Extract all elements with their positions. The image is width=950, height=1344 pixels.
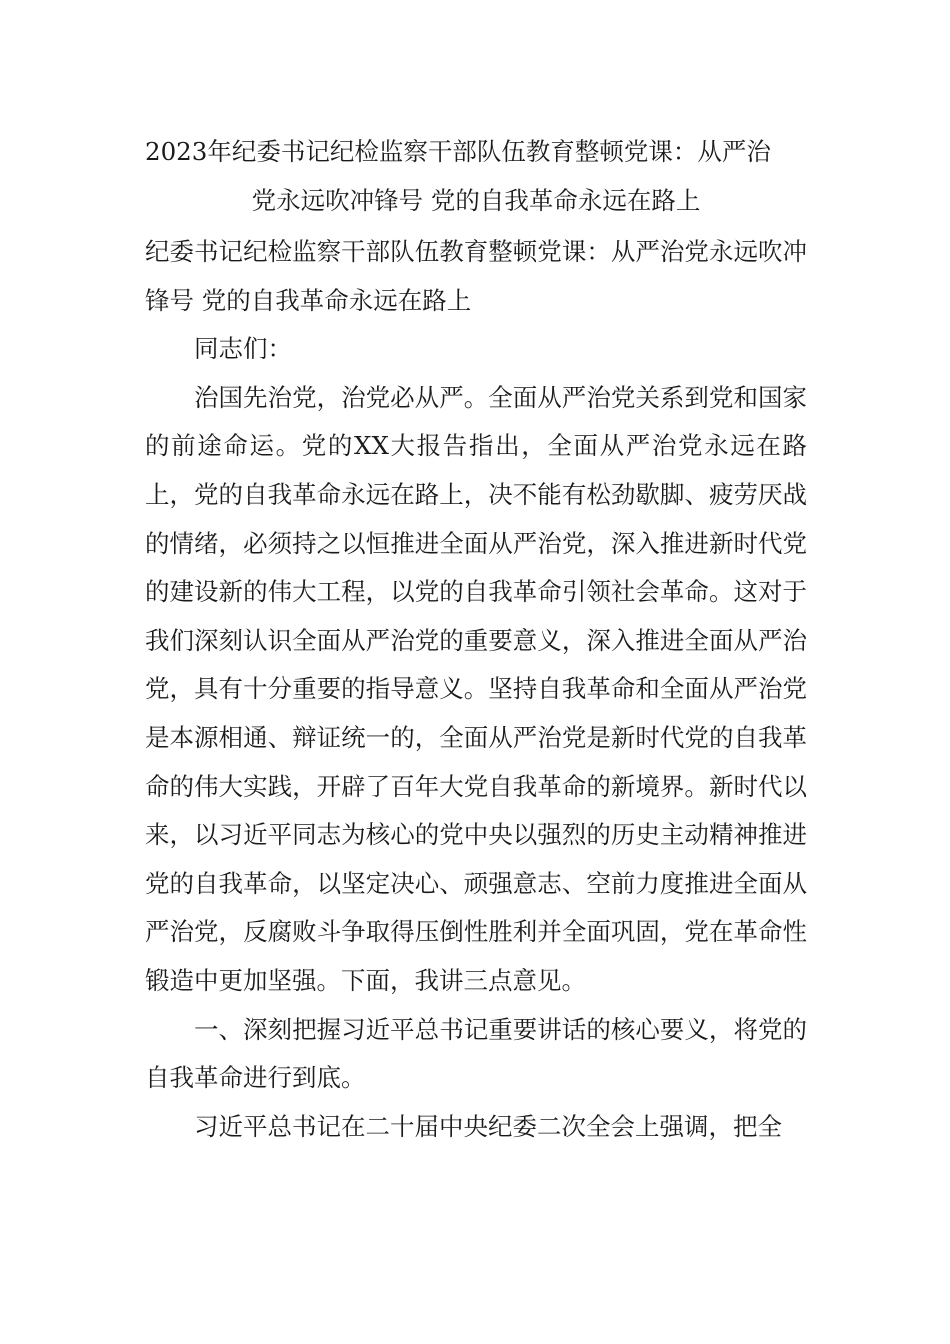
- document-subtitle: 纪委书记纪检监察干部队伍教育整顿党课：从严治党永远吹冲锋号 党的自我革命永远在路上: [145, 237, 807, 315]
- salutation: 同志们：: [194, 334, 292, 364]
- section-heading-1: 一、深刻把握习近平总书记重要讲话的核心要义，将党的自我革命进行到底。: [145, 1014, 807, 1093]
- paragraph-introduction: 治国先治党，治党必从严。全面从严治党关系到党和国家的前途命运。党的XX大报告指出，全面从严治党永远在路上，党的自我革命永远在路上，决不能有松劲歇脚、疲劳厌战的情绪，必须持之以恒推进全面从严治党，深入推进新时代党的建设新的伟大工程，以党的自我革命引领社会革命。这对于我们深刻认识全面从严治党的重要意义，深入推进全面从严治党，具有十分重要的指导意义。坚持自我革命和全面从严治党是本源相通、辩证统一的，全面从严治党是新时代党的自我革命的伟大实践，开辟了百年大党自我革命的新境界。新时代以来，以习近平同志为核心的党中央以强烈的历史主动精神推进党的自我革命，以坚定决心、顽强意志、空前力度推进全面从严治党，反腐败斗争取得压倒性胜利并全面巩固，党在革命性锻造中更加坚强。下面，我讲三点意见。: [145, 382, 807, 995]
- document-title-line-2: 党永远吹冲锋号 党的自我革命永远在路上: [251, 186, 701, 215]
- paragraph-section-1: 习近平总书记在二十届中央纪委二次全会上强调，把全: [194, 1111, 782, 1141]
- document-title-line-1: 2023年纪委书记纪检监察干部队伍教育整顿党课：从严治: [145, 137, 771, 166]
- document-body: [145, 228, 807, 1151]
